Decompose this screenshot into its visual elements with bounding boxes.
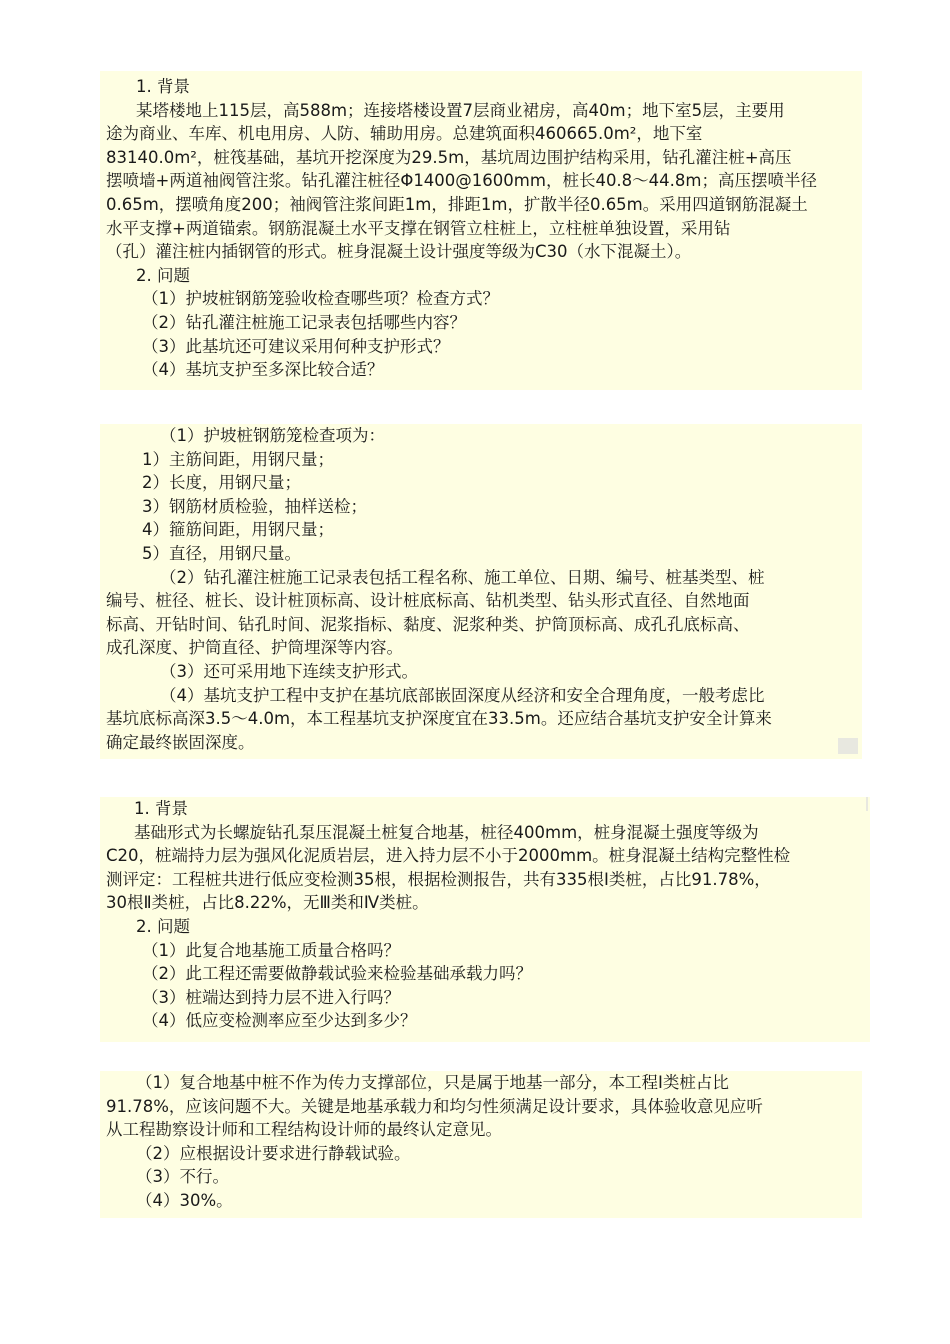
answer1-item: 2）长度，用钢尺量；: [142, 473, 301, 493]
answer1-item: 1）主筋间距，用钢尺量；: [142, 449, 334, 469]
answer2-line: 从工程勘察设计师和工程结构设计师的最终认定意见。: [106, 1120, 502, 1140]
answer1-block: [100, 424, 862, 759]
answer2-line: （2）应根据设计要求进行静载试验。: [136, 1143, 411, 1163]
answer1-line: （2）钻孔灌注桩施工记录表包括工程名称、施工单位、日期、编号、桩基类型、桩: [160, 567, 765, 587]
answer1-line: 标高、开钻时间、钻孔时间、泥浆指标、黏度、泥浆种类、护筒顶标高、成孔孔底标高、: [106, 614, 750, 634]
case2-background-line: 30根Ⅱ类桩，占比8.22%，无Ⅲ类和Ⅳ类桩。: [106, 893, 429, 913]
case1-background-line: 0.65m，摆喷角度200；袖阀管注浆间距1m，排距1m，扩散半径0.65m。采用四道钢筋混凝土: [106, 194, 808, 214]
case1-questions-heading: 2. 问题: [136, 265, 190, 285]
case1-block: [100, 71, 862, 390]
case1-background-heading: 1. 背景: [136, 77, 190, 96]
case1-question: （3）此基坑还可建议采用何种支护形式？: [142, 336, 450, 356]
case2-background-line: C20，桩端持力层为强风化泥质岩层，进入持力层不小于2000mm。桩身混凝土结构完整性检: [106, 846, 791, 866]
case2-background-line: 基础形式为长螺旋钻孔泵压混凝土桩复合地基，桩径400mm，桩身混凝土强度等级为: [134, 822, 759, 842]
case2-question: （4）低应变检测率应至少达到多少？: [142, 1011, 417, 1031]
case1-background-line: 某塔楼地上115层，高588m；连接塔楼设置7层商业裙房，高40m；地下室5层，主要用: [136, 100, 785, 120]
answer1-line: （4）基坑支护工程中支护在基坑底部嵌固深度从经济和安全合理角度，一般考虑比: [160, 685, 765, 705]
case2-background-heading: 1. 背景: [134, 799, 188, 818]
answer2-line: 91.78%，应该问题不大。关键是地基承载力和均匀性须满足设计要求，具体验收意见应听: [106, 1096, 763, 1116]
answer2-line: （1）复合地基中桩不作为传力支撑部位，只是属于地基一部分，本工程Ⅰ类桩占比: [136, 1073, 729, 1092]
answer1-line: （3）还可采用地下连续支护形式。: [160, 661, 418, 681]
answer2-block: [100, 1071, 862, 1218]
page-edge-mark: [838, 738, 858, 754]
answer1-line: 成孔深度、护筒直径、护筒埋深等内容。: [106, 638, 403, 658]
case1-question: （2）钻孔灌注桩施工记录表包括哪些内容？: [142, 312, 466, 332]
case2-question: （3）桩端达到持力层不进入行吗？: [142, 987, 400, 1007]
case2-question: （1）此复合地基施工质量合格吗？: [142, 940, 400, 960]
case1-question: （1）护坡桩钢筋笼验收检查哪些项？检查方式？: [142, 289, 499, 309]
case1-background-line: 摆喷墙+两道袖阀管注浆。钻孔灌注桩径Φ1400@1600mm，桩长40.8～44.8m；高压摆喷半径: [106, 171, 817, 191]
answer1-heading: （1）护坡桩钢筋笼检查项为：: [160, 426, 385, 445]
answer1-line: 编号、桩径、桩长、设计桩顶标高、设计桩底标高、钻机类型、钻头形式直径、自然地面: [106, 591, 750, 611]
case2-question: （2）此工程还需要做静载试验来检验基础承载力吗？: [142, 964, 532, 984]
case1-background-line: 途为商业、车库、机电用房、人防、辅助用房。总建筑面积460665.0m²，地下室: [106, 124, 703, 144]
case1-background-line: 水平支撑+两道锚索。钢筋混凝土水平支撑在钢管立柱桩上，立柱桩单独设置，采用钻: [106, 218, 731, 238]
answer1-line: 确定最终嵌固深度。: [106, 732, 255, 752]
case2-questions-heading: 2. 问题: [136, 916, 190, 936]
case1-background-line: （孔）灌注桩内插钢管的形式。桩身混凝土设计强度等级为C30（水下混凝土）。: [106, 242, 692, 262]
case1-question: （4）基坑支护至多深比较合适？: [142, 360, 384, 380]
answer1-line: 基坑底标高深3.5～4.0m，本工程基坑支护深度宜在33.5m。还应结合基坑支护安全计算来: [106, 709, 772, 729]
page-edge-mark: [866, 797, 868, 811]
answer2-line: （3）不行。: [136, 1167, 229, 1187]
answer1-item: 3）钢筋材质检验，抽样送检；: [142, 496, 367, 516]
case2-background-line: 测评定：工程桩共进行低应变检测35根，根据检测报告，共有335根Ⅰ类桩，占比91.78%，: [106, 869, 771, 889]
answer1-item: 4）箍筋间距，用钢尺量；: [142, 520, 334, 540]
case2-block: [100, 797, 870, 1042]
answer2-line: （4）30%。: [136, 1190, 233, 1210]
answer1-item: 5）直径，用钢尺量。: [142, 543, 301, 563]
case1-background-line: 83140.0m²，桩筏基础，基坑开挖深度为29.5m，基坑周边围护结构采用，钻孔灌注桩+高压: [106, 147, 792, 167]
